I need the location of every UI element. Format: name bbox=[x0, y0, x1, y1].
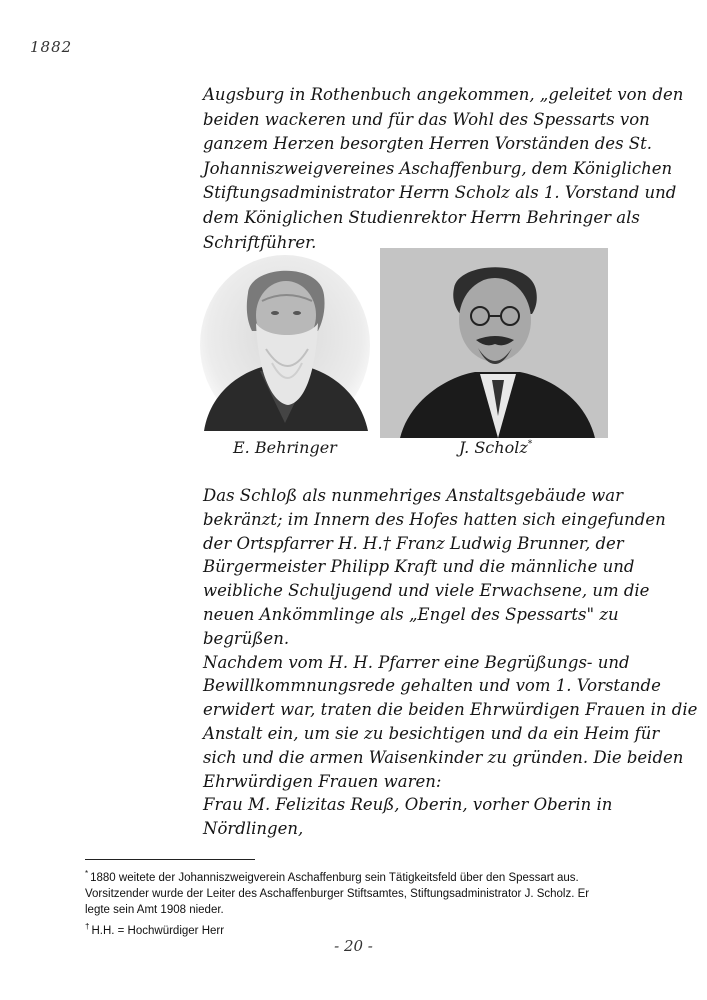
footnote-text: H.H. = Hochwürdiger Herr bbox=[91, 924, 225, 937]
paragraph-line: Nachdem vom H. H. Pfarrer eine Begrüßungs- und bbox=[203, 652, 630, 672]
paragraph-line: Bewillkommnungsrede gehalten und vom 1. Vorstande bbox=[203, 676, 661, 696]
paragraph-line: Anstalt ein, um sie zu besichtigen und da ein Heim für bbox=[203, 723, 660, 743]
footnote-mark: † bbox=[85, 921, 90, 931]
caption-scholz bbox=[459, 438, 532, 457]
paragraph-line: neuen Ankömmlinge als „Engel des Spessarts" zu bbox=[203, 604, 619, 624]
portrait-photo-scholz bbox=[380, 248, 608, 438]
paragraph-line: Bürgermeister Philipp Kraft und die männliche und bbox=[203, 557, 635, 577]
paragraph-line: Johanniszweigvereines Aschaffenburg, dem Königlichen bbox=[203, 158, 673, 178]
footnotes bbox=[85, 866, 645, 939]
paragraph-line: Stiftungsadministrator Herrn Scholz als 1. Vorstand und bbox=[203, 183, 677, 203]
footnote-marker[interactable]: * bbox=[527, 439, 533, 450]
paragraph-2 bbox=[203, 484, 698, 841]
paragraph-line: Schriftführer. bbox=[203, 232, 317, 252]
caption-scholz-text: J. Scholz bbox=[459, 438, 528, 457]
caption-behringer: E. Behringer bbox=[233, 438, 337, 457]
paragraph-line: begrüßen. bbox=[203, 628, 290, 648]
footnote-text: 1880 weitete der Johanniszweigverein Aschaffenburg sein Tätigkeitsfeld über den Spessart aus. bbox=[90, 871, 579, 884]
footnote-divider bbox=[85, 859, 255, 860]
paragraph-line: der Ortspfarrer H. H.† Franz Ludwig Brunner, der bbox=[203, 533, 624, 553]
footnote-line: legte sein Amt 1908 nieder. bbox=[85, 904, 224, 917]
page-header-year: 1882 bbox=[30, 38, 73, 56]
paragraph-line: beiden wackeren und für das Wohl des Spessarts von bbox=[203, 109, 650, 129]
paragraph-line: sich und die armen Waisenkinder zu gründen. Die beiden bbox=[203, 747, 684, 767]
paragraph-line: bekränzt; im Innern des Hofes hatten sich eingefunden bbox=[203, 509, 666, 529]
footnote-line bbox=[85, 866, 645, 886]
paragraph-line: Nördlingen, bbox=[203, 819, 304, 839]
footnote-line bbox=[85, 919, 645, 939]
paragraph-line: Das Schloß als nunmehriges Anstaltsgebäude war bbox=[203, 486, 624, 505]
paragraph-line: erwidert war, traten die beiden Ehrwürdigen Frauen in die bbox=[203, 700, 698, 720]
portrait-photo-behringer bbox=[200, 253, 370, 431]
paragraph-line: Ehrwürdigen Frauen waren: bbox=[203, 771, 442, 791]
paragraph-line: dem Königlichen Studienrektor Herrn Behringer als bbox=[203, 207, 640, 227]
page-number: - 20 - bbox=[334, 937, 373, 955]
paragraph-line: ganzem Herzen besorgten Herren Vorständen des St. bbox=[203, 134, 652, 154]
footnote-line: Vorsitzender wurde der Leiter des Aschaffenburger Stiftsamtes, Stiftungsadministrator J. Scholz. Er bbox=[85, 888, 590, 901]
paragraph-line: weibliche Schuljugend und viele Erwachsene, um die bbox=[203, 581, 650, 601]
paragraph-1 bbox=[203, 83, 684, 255]
paragraph-line: Frau M. Felizitas Reuß, Oberin, vorher Oberin in bbox=[203, 795, 613, 815]
paragraph-line: Augsburg in Rothenbuch angekommen, „geleitet von den bbox=[203, 85, 684, 104]
footnote-mark: * bbox=[85, 869, 89, 878]
